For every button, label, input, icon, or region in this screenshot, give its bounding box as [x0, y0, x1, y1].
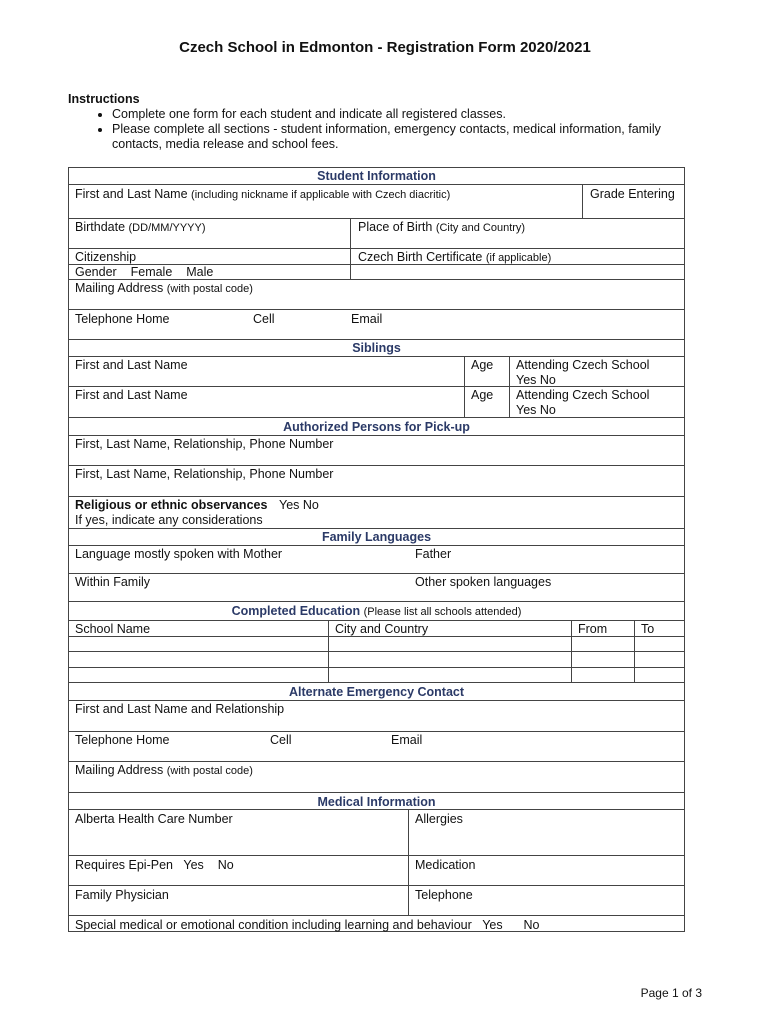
language-mother-field[interactable]: Language mostly spoken with Mother: [75, 547, 283, 561]
field-note: (with postal code): [166, 283, 253, 295]
mailing-address-field[interactable]: [75, 281, 253, 297]
epipen-field: [75, 858, 234, 873]
registration-form: [68, 167, 685, 932]
section-title: Completed Education: [231, 604, 361, 618]
field-label: Birthdate: [75, 220, 126, 234]
language-family-field[interactable]: Within Family: [75, 575, 151, 589]
pickup-person-field[interactable]: First, Last Name, Relationship, Phone Number: [75, 467, 334, 481]
divider: [68, 264, 685, 265]
birthdate-field[interactable]: [75, 220, 206, 236]
special-condition-field: [75, 918, 539, 933]
divider: [68, 731, 685, 732]
sibling-age-field[interactable]: Age: [471, 388, 494, 402]
special-no-option[interactable]: No: [523, 918, 540, 932]
divider: [68, 435, 685, 436]
divider: [68, 915, 685, 916]
cell-field[interactable]: Cell: [253, 312, 275, 326]
field-label: Czech Birth Certificate: [358, 250, 483, 264]
field-label: Gender: [75, 265, 117, 279]
emergency-mailing-field[interactable]: [75, 763, 253, 779]
physician-telephone-field[interactable]: Telephone: [415, 888, 473, 902]
section-heading-siblings: Siblings: [352, 341, 401, 355]
emergency-telephone-field[interactable]: Telephone Home: [75, 733, 170, 747]
grade-entering-field[interactable]: Grade Entering: [590, 187, 675, 201]
special-yes-option[interactable]: Yes: [482, 918, 503, 932]
city-country-header: City and Country: [335, 622, 429, 636]
divider: [68, 465, 685, 466]
instruction-item: • Please complete all sections - student information, emergency contacts, medical information, family contacts, media release and school fees.: [112, 122, 688, 152]
gender-female-option[interactable]: Female: [130, 265, 173, 279]
birthplace-field[interactable]: [358, 220, 525, 236]
divider: [350, 264, 351, 279]
sibling-attending-label: Attending Czech School: [516, 358, 650, 372]
section-heading-student: Student Information: [317, 169, 436, 183]
divider: [571, 620, 572, 682]
sibling-attending-label: Attending Czech School: [516, 388, 650, 402]
pickup-person-field[interactable]: First, Last Name, Relationship, Phone Number: [75, 437, 334, 451]
section-heading-pickup: Authorized Persons for Pick-up: [283, 420, 470, 434]
field-label: Requires Epi-Pen: [75, 858, 173, 872]
field-label: Special medical or emotional condition including learning and behaviour: [75, 918, 472, 932]
field-label: Mailing Address: [75, 763, 164, 777]
divider: [68, 248, 685, 249]
section-heading-medical: Medical Information: [317, 795, 436, 809]
to-header: To: [641, 622, 655, 636]
divider: [328, 620, 329, 682]
student-name-field[interactable]: [75, 187, 450, 203]
page-title: Czech School in Edmonton - Registration Form 2020/2021: [179, 39, 591, 56]
gender-field: [75, 265, 213, 280]
divider: [68, 620, 685, 621]
sibling-age-field[interactable]: Age: [471, 358, 494, 372]
sibling-name-field[interactable]: First and Last Name: [75, 358, 188, 372]
epipen-no-option[interactable]: No: [217, 858, 234, 872]
sibling-attending-choice[interactable]: Yes No: [516, 403, 556, 417]
field-note: (with postal code): [166, 765, 253, 777]
divider: [464, 356, 465, 417]
medication-field[interactable]: Medication: [415, 858, 476, 872]
field-note: (DD/MM/YYYY): [128, 222, 206, 234]
field-note: (if applicable): [485, 252, 552, 264]
gender-male-option[interactable]: Male: [186, 265, 214, 279]
divider: [68, 573, 685, 574]
instruction-item: • Complete one form for each student and indicate all registered classes.: [112, 107, 688, 122]
section-heading-education: [68, 602, 685, 620]
field-label: Place of Birth: [358, 220, 433, 234]
telephone-home-field[interactable]: Telephone Home: [75, 312, 170, 326]
instructions-heading: Instructions: [68, 92, 140, 106]
sibling-attending-choice[interactable]: Yes No: [516, 373, 556, 387]
divider: [582, 184, 583, 219]
divider: [509, 356, 510, 417]
emergency-cell-field[interactable]: Cell: [270, 733, 292, 747]
field-label: First and Last Name: [75, 187, 188, 201]
section-heading-emergency: Alternate Emergency Contact: [288, 685, 465, 699]
instructions: [68, 92, 688, 152]
from-header: From: [578, 622, 608, 636]
language-other-field[interactable]: Other spoken languages: [415, 575, 552, 589]
instructions-list: [68, 107, 688, 152]
physician-field[interactable]: Family Physician: [75, 888, 169, 902]
field-note: (including nickname if applicable with Czech diacritic): [191, 189, 451, 201]
school-name-header: School Name: [75, 622, 151, 636]
emergency-email-field[interactable]: Email: [391, 733, 423, 747]
emergency-name-field[interactable]: First and Last Name and Relationship: [75, 702, 285, 716]
divider: [68, 309, 685, 310]
divider: [68, 356, 685, 357]
divider: [68, 651, 685, 652]
religious-considerations-field[interactable]: If yes, indicate any considerations: [75, 513, 263, 527]
religious-choice[interactable]: Yes No: [279, 498, 319, 512]
divider: [68, 184, 685, 185]
divider: [68, 667, 685, 668]
page-number: Page 1 of 3: [640, 986, 702, 1000]
divider: [68, 386, 685, 387]
allergies-field[interactable]: Allergies: [415, 812, 463, 826]
divider: [68, 218, 685, 219]
field-note: (City and Country): [435, 222, 526, 234]
divider: [68, 700, 685, 701]
citizenship-field[interactable]: Citizenship: [75, 250, 137, 264]
divider: [408, 809, 409, 915]
sibling-name-field[interactable]: First and Last Name: [75, 388, 188, 402]
field-label: Mailing Address: [75, 281, 164, 295]
religious-label: Religious or ethnic observances: [75, 498, 268, 512]
email-field[interactable]: Email: [351, 312, 383, 326]
section-note: (Please list all schools attended): [363, 606, 522, 618]
divider: [68, 545, 685, 546]
language-father-field[interactable]: Father: [415, 547, 452, 561]
health-card-field[interactable]: Alberta Health Care Number: [75, 812, 233, 826]
section-heading-languages: Family Languages: [321, 530, 432, 544]
epipen-yes-option[interactable]: Yes: [183, 858, 204, 872]
divider: [634, 620, 635, 682]
divider: [68, 855, 685, 856]
divider: [68, 496, 685, 497]
divider: [68, 761, 685, 762]
divider: [68, 885, 685, 886]
